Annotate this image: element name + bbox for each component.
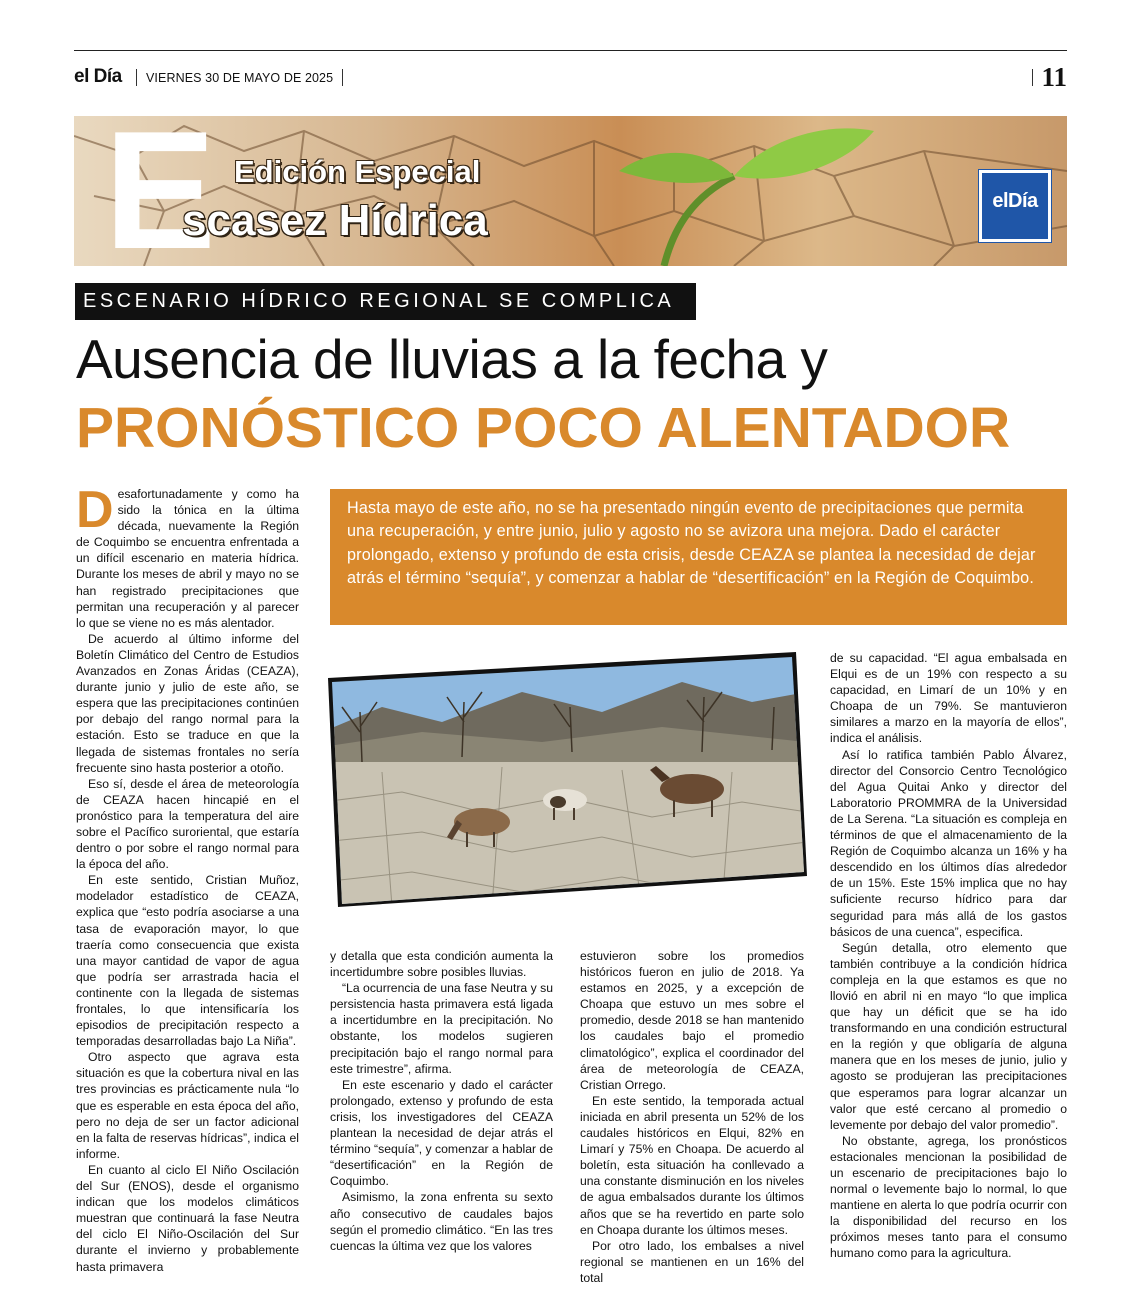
- el-dia-logo: [979, 170, 1051, 242]
- drought-goats-photo: [322, 652, 807, 907]
- brand-name: el Día: [74, 66, 122, 87]
- paragraph: De acuerdo al último informe del Boletín Climático del Centro de Estudios Avanzados en Zonas Áridas (CEAZA), durante junio y julio de este año, se espera que las precipitaciones continúen por debajo del rango normal para la estación. Esto se traduce en que la llegada de sistemas frontales no sería frecuente sino hasta posterior a otoño.: [76, 631, 299, 775]
- article-column-4: [830, 650, 1067, 1262]
- paragraph: Otro aspecto que agrava esta situación es que la cobertura nival en las tres provincias es prácticamente nula “lo que es esperable en esta época del año, pero no deja de ser un factor adicional en la falta de reservas hídricas”, indica el informe.: [76, 1050, 299, 1161]
- paragraph: En este escenario y dado el carácter prolongado, extenso y profundo de esta crisis, los investigadores del CEAZA plantean la necesidad de dejar atrás el término “sequía”, y comenzar a hablar de “desertificación” en la Región de Coquimbo.: [330, 1077, 553, 1189]
- lead-paragraph: [76, 481, 299, 631]
- paragraph: Así lo ratifica también Pablo Álvarez, director del Consorcio Centro Tecnológico del Agua Quitai Anko y director del Laboratorio PROMMRA de la Universidad de La Serena. “La situación es compleja en términos de que el almacenamiento de la Región de Coquimbo alcanza un 16% y ha descendido en los últimos días alrededor de un 15%. Este 15% implica que no hay suficiente recurso hídrico para dar seguridad para más allá de los gastos básicos de una cuenca”, especifica.: [830, 747, 1067, 939]
- edition-label: Edición Especial: [234, 154, 481, 189]
- headline-line-2: PRONÓSTICO POCO ALENTADOR: [76, 396, 1011, 460]
- special-edition-banner: [74, 116, 1067, 266]
- paragraph: “La ocurrencia de una fase Neutra y su persistencia hasta primavera está ligada a incertidumbre en la precipitación. No obstante, los modelos sugieren precipitación bajo el rango normal para este trimestre”, afirma.: [330, 981, 553, 1076]
- article-column-2: [330, 948, 553, 1254]
- paragraph: Eso sí, desde el área de meteorología de CEAZA hacen hincapié en el pronóstico para la temperatura del aire sobre el Pacífico suroriental, que estaría dentro o por sobre el rango normal para la época del año.: [76, 776, 299, 872]
- header-divider: [136, 69, 137, 86]
- logo-text: elDía: [992, 190, 1038, 212]
- paragraph: En este sentido, Cristian Muñoz, modelador estadístico de CEAZA, explica que “esto podría asociarse a una tasa de evaporación mayor, lo que traería como consecuencia que exista una mayor cantidad de vapor de agua que podría ser arrastrada hacia el continente con la llegada de sistemas frontales, lo que intensificaría los episodios de precipitación respecto a temporadas desarrolladas bajo La Niña”.: [76, 873, 299, 1049]
- drop-cap: D: [76, 481, 114, 539]
- section-kicker: ESCENARIO HÍDRICO REGIONAL SE COMPLICA: [75, 283, 696, 320]
- paragraph: Asimismo, la zona enfrenta su sexto año consecutivo de caudales bajos según el promedio climático. “En las tres cuencas la última vez que los valores: [330, 1190, 553, 1253]
- paragraph: Según detalla, otro elemento que también contribuye a la condición hídrica compleja en la que estamos es que no llovió en abril ni en mayo “lo que implica que hay un déficit que se ha ido transformando en una condición estructural en la región y que obligaría de alguna manera que en los meses de junio, julio y agosto se produjeran las precipitaciones que esperamos para lograr alcanzar un valor que esté cercano al promedio o levemente por debajo del valor promedio”.: [830, 940, 1067, 1132]
- paragraph: estuvieron sobre los promedios históricos fueron en julio de 2018. Ya estamos en 2025, y a excepción de Choapa que estuvo un mes sobre el promedio, desde 2018 se han mantenido los caudales bajo el promedio climatológico”, explica el coordinador del área de meteorología de CEAZA, Cristian Orrego.: [580, 949, 804, 1092]
- article-column-3: [580, 948, 804, 1286]
- header-divider: [1032, 69, 1033, 86]
- paragraph: de su capacidad. “El agua embalsada en Elqui es de un 19% con respecto a su capacidad, en Limarí de un 10% y en Choapa de un 79%. Se mantuvieron similares a marzo en la mayoría de ellos”, indica el análisis.: [830, 651, 1067, 746]
- page-header: [74, 62, 1067, 92]
- paragraph: No obstante, agrega, los pronósticos estacionales mencionan la posibilidad de un escenario de precipitaciones bajo lo normal o levemente bajo lo normal, lo que mantiene en alerta lo que podría ocurrir con la disponibilidad del recurso en los próximos meses tanto para el consumo humano como para la agricultura.: [830, 1133, 1067, 1261]
- paragraph: En este sentido, la temporada actual iniciada en abril presenta un 52% de los caudales históricos en Elqui, 82% en Limarí y 75% en Choapa. De acuerdo al boletín, esta situación ha conllevado a una constante disminución en los niveles de agua embalsados durante los últimos años que se ha revertido en parte solo en Choapa durante los últimos meses.: [580, 1093, 804, 1237]
- headline-line-1: Ausencia de lluvias a la fecha y: [76, 328, 828, 390]
- banner-initial-letter: E: [104, 116, 217, 266]
- paragraph: Por otro lado, los embalses a nivel regional se mantienen en un 16% del total: [580, 1238, 804, 1285]
- page-number: 11: [1041, 62, 1067, 92]
- issue-date: VIERNES 30 DE MAYO DE 2025: [146, 71, 334, 85]
- highlight-callout: Hasta mayo de este año, no se ha presentado ningún evento de precipitaciones que permita una recuperación, y entre junio, julio y agosto no se avizora una mejora. Dado el carácter prolongado, extenso y profundo de esta crisis, desde CEAZA se plantea la necesidad de dejar atrás el término “sequía”, y comenzar a hablar de “desertificación” en la Región de Coquimbo.: [330, 489, 1067, 625]
- article-column-1: [76, 481, 299, 1275]
- paragraph-text: esafortunadamente y como ha sido la tónica en la última década, nuevamente la Región de Coquimbo se encuentra enfrentada a un difícil escenario en materia hídrica. Durante los meses de abril y mayo no se han registrado precipitaciones que permitan una recuperación y al parecer lo que se viene no es más alentador.: [76, 487, 299, 630]
- header-divider: [342, 69, 343, 86]
- banner-title: scasez Hídrica: [182, 196, 488, 245]
- top-rule: [74, 50, 1067, 51]
- paragraph: En cuanto al ciclo El Niño Oscilación del Sur (ENOS), desde el organismo indican que los modelos climáticos muestran que continuará la fase Neutra del ciclo El Niño-Oscilación del Sur durante el invierno y probablemente hasta primavera: [76, 1162, 299, 1274]
- paragraph: y detalla que esta condición aumenta la incertidumbre sobre posibles lluvias.: [330, 949, 553, 980]
